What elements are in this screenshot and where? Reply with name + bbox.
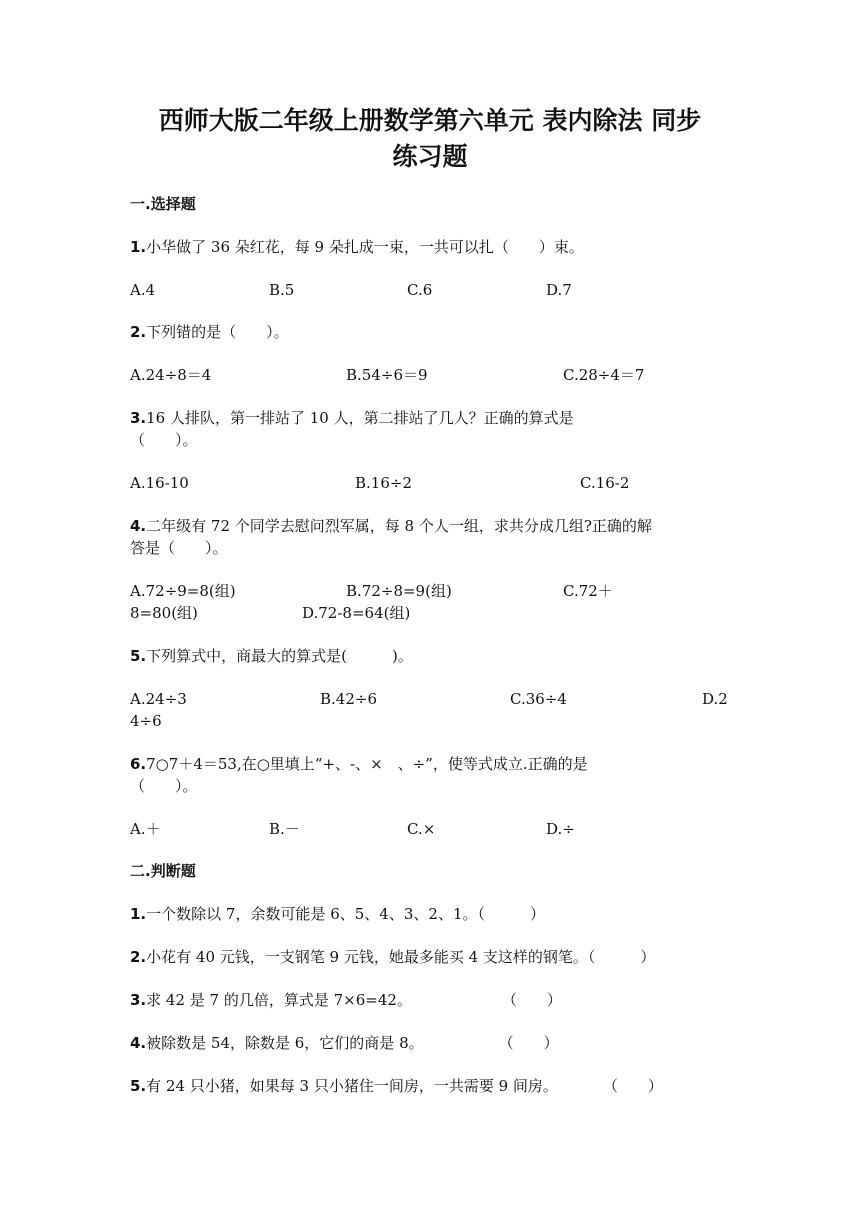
question-5 <box>130 645 730 667</box>
question-number: 3. <box>130 409 147 427</box>
option-c: C.16-2 <box>580 474 630 492</box>
option-b: B.5 <box>269 281 295 299</box>
question-number: 3. <box>130 991 147 1009</box>
judgement-5 <box>130 1075 730 1097</box>
question-6 <box>130 753 730 775</box>
option-c: C.36÷4 <box>510 690 567 708</box>
question-text: 小花有 40 元钱，一支钢笔 9 元钱，她最多能买 4 支这样的钢笔。（ ） <box>146 948 656 966</box>
option-b: B.16÷2 <box>355 474 412 492</box>
option-c: C.28÷4＝7 <box>563 366 645 384</box>
question-1 <box>130 236 730 258</box>
question-number: 2. <box>130 323 147 341</box>
question-4 <box>130 515 730 537</box>
option-b: B.－ <box>269 820 300 838</box>
judgement-3 <box>130 989 730 1011</box>
option-d: D.7 <box>546 281 572 299</box>
question-number: 6. <box>130 755 147 773</box>
option-a: A.＋ <box>130 820 161 838</box>
question-number: 4. <box>130 1034 147 1052</box>
question-6-continuation: （ ）。 <box>130 777 198 795</box>
option-c-continuation: 8=80(组) <box>130 604 198 622</box>
option-a: A.4 <box>130 281 156 299</box>
judgement-4 <box>130 1032 730 1054</box>
option-a: A.24÷3 <box>130 690 187 708</box>
option-b: B.54÷6＝9 <box>346 366 428 384</box>
question-text: 下列错的是（ ）。 <box>146 323 289 341</box>
question-text: 被除数是 54，除数是 6，它们的商是 8。 （ ） <box>146 1034 559 1052</box>
question-number: 2. <box>130 948 147 966</box>
page-title-line1: 西师大版二年级上册数学第六单元 表内除法 同步 <box>158 106 702 135</box>
question-number: 1. <box>130 238 147 256</box>
judgement-1 <box>130 903 730 925</box>
question-number: 5. <box>130 1077 147 1095</box>
question-number: 5. <box>130 647 147 665</box>
option-c: C.72＋ <box>563 582 613 600</box>
option-c: C.× <box>407 820 436 838</box>
section-heading-judgement: 二.判断题 <box>130 862 196 880</box>
question-text: 16 人排队，第一排站了 10 人，第二排站了几人？正确的算式是 <box>146 409 574 427</box>
option-d-continuation: 4÷6 <box>130 712 162 730</box>
question-text: 小华做了 36 朵红花，每 9 朵扎成一束，一共可以扎（ ）束。 <box>146 238 584 256</box>
page-title-line2: 练习题 <box>392 142 468 171</box>
question-2 <box>130 321 730 343</box>
option-d: D.72-8=64(组) <box>302 604 411 622</box>
question-3-continuation: （ ）。 <box>130 431 198 449</box>
question-text: 下列算式中，商最大的算式是( )。 <box>146 647 413 665</box>
option-d: D.2 <box>702 690 728 708</box>
option-d: D.÷ <box>546 820 575 838</box>
option-a: A.24÷8＝4 <box>130 366 212 384</box>
question-text: 有 24 只小猪，如果每 3 只小猪住一间房，一共需要 9 间房。 （ ） <box>146 1077 663 1095</box>
option-c: C.6 <box>407 281 433 299</box>
question-text: 二年级有 72 个同学去慰问烈军属，每 8 个人一组，求共分成几组?正确的解 <box>146 517 652 535</box>
question-4-continuation: 答是（ ）。 <box>130 539 228 557</box>
section-heading-choice: 一.选择题 <box>130 195 196 213</box>
question-3 <box>130 407 730 429</box>
question-number: 1. <box>130 905 147 923</box>
question-text: 7○7＋4＝53,在○里填上“+、-、× 、÷”，使等式成立.正确的是 <box>146 755 588 773</box>
option-b: B.72÷8=9(组) <box>346 582 452 600</box>
question-text: 求 42 是 7 的几倍，算式是 7×6=42。 （ ） <box>146 991 562 1009</box>
option-a: A.72÷9=8(组) <box>130 582 236 600</box>
question-number: 4. <box>130 517 147 535</box>
option-a: A.16-10 <box>130 474 189 492</box>
question-text: 一个数除以 7，余数可能是 6、5、4、3、2、1。（ ） <box>146 905 545 923</box>
judgement-2 <box>130 946 730 968</box>
option-b: B.42÷6 <box>320 690 377 708</box>
